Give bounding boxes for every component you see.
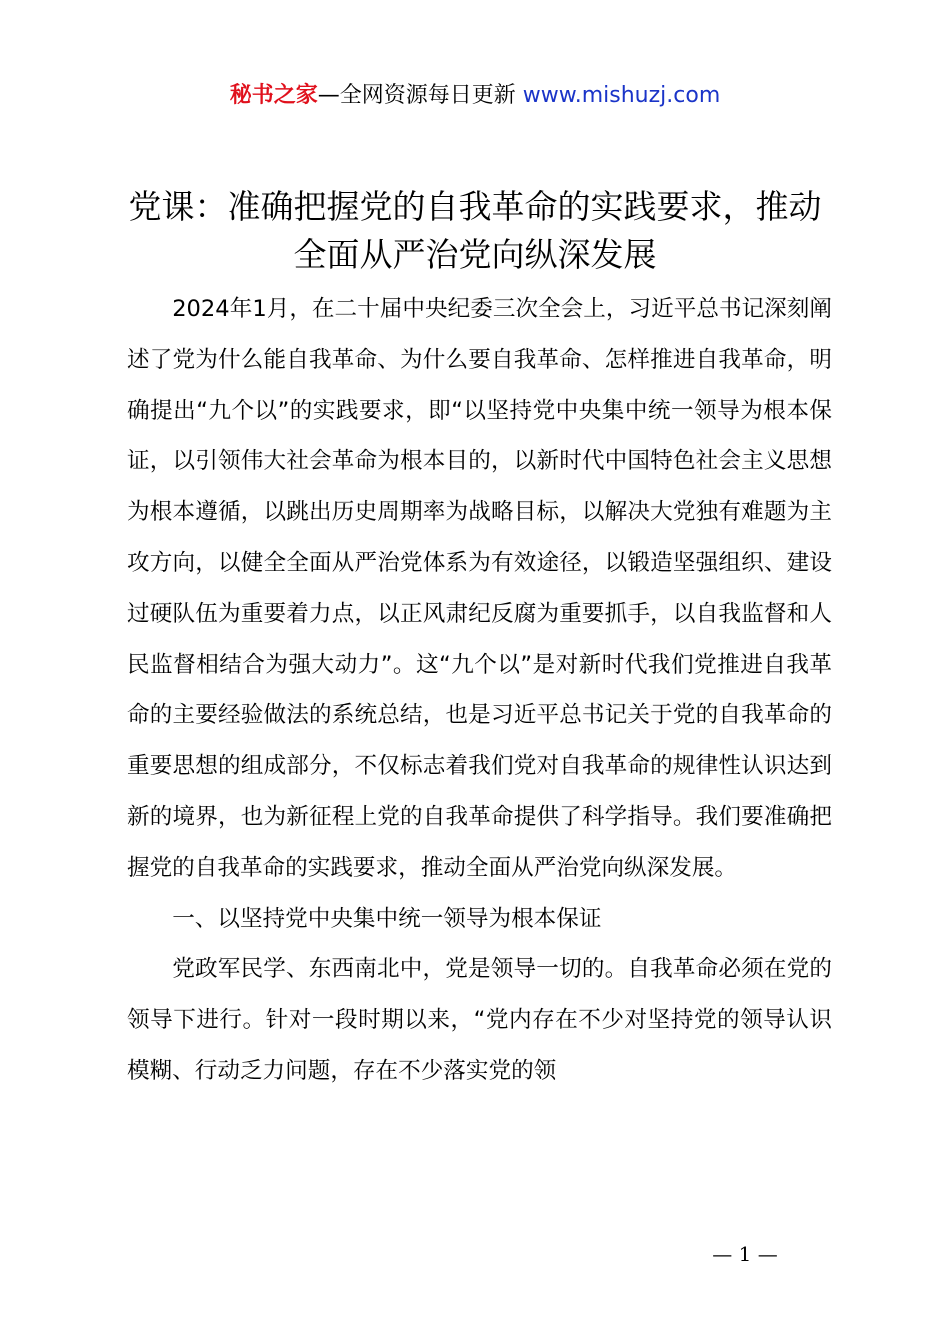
page-number: — 1 —: [712, 1242, 778, 1266]
document-body: [127, 284, 832, 1097]
site-header: [0, 80, 950, 112]
header-slogan: —全网资源每日更新: [317, 83, 516, 108]
brand-name: 秘书之家: [229, 83, 318, 108]
body-paragraph: 党政军民学、东西南北中，党是领导一切的。自我革命必须在党的领导下进行。针对一段时期以来，“党内存在不少对坚持党的领导认识模糊、行动乏力问题，存在不少落实党的领: [127, 956, 832, 1084]
site-url[interactable]: www.mishuzj.com: [522, 83, 721, 108]
section-heading: 一、以坚持党中央集中统一领导为根本保证: [172, 905, 602, 932]
document-title: 党课：准确把握党的自我革命的实践要求，推动全面从严治党向纵深发展: [128, 187, 822, 274]
intro-paragraph: 2024年1月，在二十届中央纪委三次全会上，习近平总书记深刻阐述了党为什么能自我革命、为什么要自我革命、怎样推进自我革命，明确提出“九个以”的实践要求，即“以坚持党中央集中统一领导为根本保证，以引领伟大社会革命为根本目的，以新时代中国特色社会主义思想为根本遵循，以跳出历史周期率为战略目标，以解决大党独有难题为主攻方向，以健全全面从严治党体系为有效途径，以锻造坚强组织、建设过硬队伍为重要着力点，以正风肃纪反腐为重要抓手，以自我监督和人民监督相结合为强大动力”。这“九个以”是对新时代我们党推进自我革命的主要经验做法的系统总结，也是习近平总书记关于党的自我革命的重要思想的组成部分，不仅标志着我们党对自我革命的规律性认识达到新的境界，也为新征程上党的自我革命提供了科学指导。我们要准确把握党的自我革命的实践要求，推动全面从严治党向纵深发展。: [127, 296, 832, 881]
